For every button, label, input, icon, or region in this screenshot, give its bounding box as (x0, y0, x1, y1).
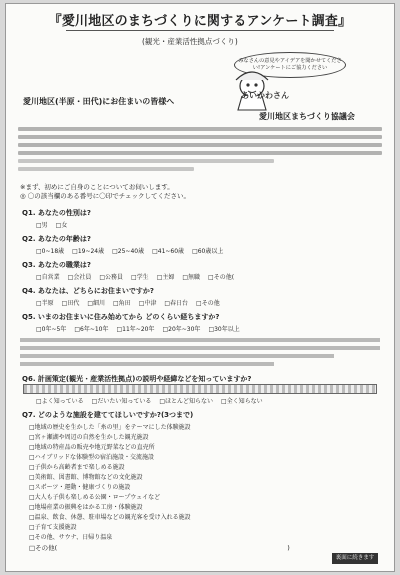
q6-option[interactable]: □だいたい知っている (91, 398, 152, 405)
addressee: 愛川地区(半原・田代)にお住まいの皆様へ (23, 97, 175, 106)
q2-option[interactable]: □60歳以上 (192, 248, 224, 255)
explanation-text-line (20, 354, 334, 358)
question-7: Q7. どのような施設を建ててほしいですか?(3つまで) (22, 411, 194, 419)
q7-option[interactable]: □地域の特産品の販売や地元野菜などの直売所 (29, 444, 155, 451)
intro-text-line (18, 127, 382, 131)
q2-option[interactable]: □25~40歳 (112, 248, 145, 255)
explanation-text-line (20, 346, 380, 350)
q7-option[interactable]: □ハイブリッドな体験型の宿泊施設・交流施設 (29, 454, 155, 461)
intro-text-line (18, 167, 194, 171)
q4-option[interactable]: □中津 (138, 300, 157, 307)
q7-option[interactable]: □子育て支援施設 (29, 524, 77, 531)
q4-option[interactable]: □その他 (196, 300, 220, 307)
q7-option[interactable]: □子供から高齢者まで楽しめる施設 (29, 464, 125, 471)
survey-page (5, 3, 395, 572)
speech-bubble: みなさんの意見やアイデアを聞かせてください!アンケートにご協力ください (234, 52, 346, 78)
council-name: 愛川地区まちづくり協議会 (259, 112, 355, 121)
explanation-text-line (20, 338, 380, 342)
intro-text-line (18, 151, 382, 155)
q7-option[interactable]: □その他、サウナ、日帰り温泉 (29, 534, 113, 541)
q7-option[interactable]: □地域の歴史を生かした「糸の里」をテーマにした体験施設 (29, 424, 191, 431)
q7-other-option[interactable] (29, 543, 290, 552)
q7-option[interactable]: □スポーツ・運動・健康づくりの施設 (29, 484, 131, 491)
q7-option[interactable]: □温泉、飲食、休憩、駐車場などの観光客を受け入れる施設 (29, 514, 191, 521)
q3-option[interactable]: □主婦 (156, 274, 175, 281)
intro-text-line (18, 159, 274, 163)
q1-options (36, 220, 384, 229)
q7-other-close: ) (287, 544, 290, 552)
q6-option[interactable]: □よく知っている (36, 398, 84, 405)
q4-option[interactable]: □半原 (36, 300, 54, 307)
intro-text-line (18, 143, 382, 147)
q6-divider (23, 384, 377, 394)
q4-option[interactable]: □角田 (113, 300, 131, 307)
q4-option[interactable]: □細川 (87, 300, 106, 307)
question-3: Q3. あなたの職業は? (22, 261, 91, 269)
question-6: Q6. 計画策定(観光・産業活性拠点)の説明や経緯などを知っていますか? (22, 375, 252, 383)
q7-other-label: □その他( (29, 544, 58, 552)
q3-option[interactable]: □公務員 (99, 274, 124, 281)
q5-options (36, 324, 384, 333)
q7-option[interactable]: □美術館、図書館、博物館などの文化施設 (29, 474, 143, 481)
q3-option[interactable]: □会社員 (67, 274, 92, 281)
page-title: 『愛川地区のまちづくりに関するアンケート調査』 (48, 14, 352, 29)
q3-option[interactable]: □その他( (208, 274, 235, 281)
q1-option[interactable]: □男 (36, 222, 48, 229)
question-1: Q1. あなたの性別は? (22, 209, 91, 217)
explanation-text-line (20, 362, 274, 366)
q6-option[interactable]: □全く知らない (221, 398, 263, 405)
mascot-icon (228, 60, 292, 116)
q5-option[interactable]: □6年~10年 (74, 326, 109, 333)
q3-option[interactable]: □無職 (182, 274, 201, 281)
q5-option[interactable]: □11年~20年 (116, 326, 155, 333)
q4-option[interactable]: □春日台 (164, 300, 189, 307)
q6-options (36, 396, 384, 405)
survey-note: ◎ 〇の該当欄のある番号に〇印でチェックしてください。 (20, 192, 191, 200)
page-subtitle: (観光・産業活性拠点づくり) (142, 37, 238, 46)
q3-option[interactable]: □自営業 (36, 274, 60, 281)
q6-option[interactable]: □ほとんど知らない (159, 398, 214, 405)
intro-text-line (18, 135, 382, 139)
q7-option[interactable]: □大人も子供も楽しめる公園・ロープウェイなど (29, 494, 161, 501)
survey-note: ※まず、初めにご自身のことについてお伺いします。 (20, 183, 174, 191)
continued-on-back-label: 裏面に続きます (332, 553, 378, 564)
q5-option[interactable]: □0年~5年 (36, 326, 67, 333)
q4-options (36, 298, 384, 307)
q5-option[interactable]: □30年以上 (208, 326, 240, 333)
mascot-name: あいかわさん (241, 91, 289, 100)
q3-option[interactable]: □学生 (131, 274, 149, 281)
q2-option[interactable]: □0~18歳 (36, 248, 65, 255)
q7-option[interactable]: □宮ヶ瀬湖や周辺の自然を生かした観光施設 (29, 434, 149, 441)
question-2: Q2. あなたの年齢は? (22, 235, 91, 243)
q4-option[interactable]: □田代 (61, 300, 80, 307)
question-4: Q4. あなたは、どちらにお住まいですか? (22, 287, 154, 295)
title-underline (66, 30, 334, 31)
q2-option[interactable]: □41~60歳 (152, 248, 185, 255)
question-5: Q5. いまのお住まいに住み始めてから どのくらい経ちますか? (22, 313, 220, 321)
q5-option[interactable]: □20年~30年 (162, 326, 201, 333)
q3-options (36, 272, 384, 281)
q2-option[interactable]: □19~24歳 (72, 248, 105, 255)
q2-options (36, 246, 384, 255)
q1-option[interactable]: □女 (55, 222, 68, 229)
q7-option[interactable]: □地場産業の振興をはかる工房・体験施設 (29, 504, 143, 511)
